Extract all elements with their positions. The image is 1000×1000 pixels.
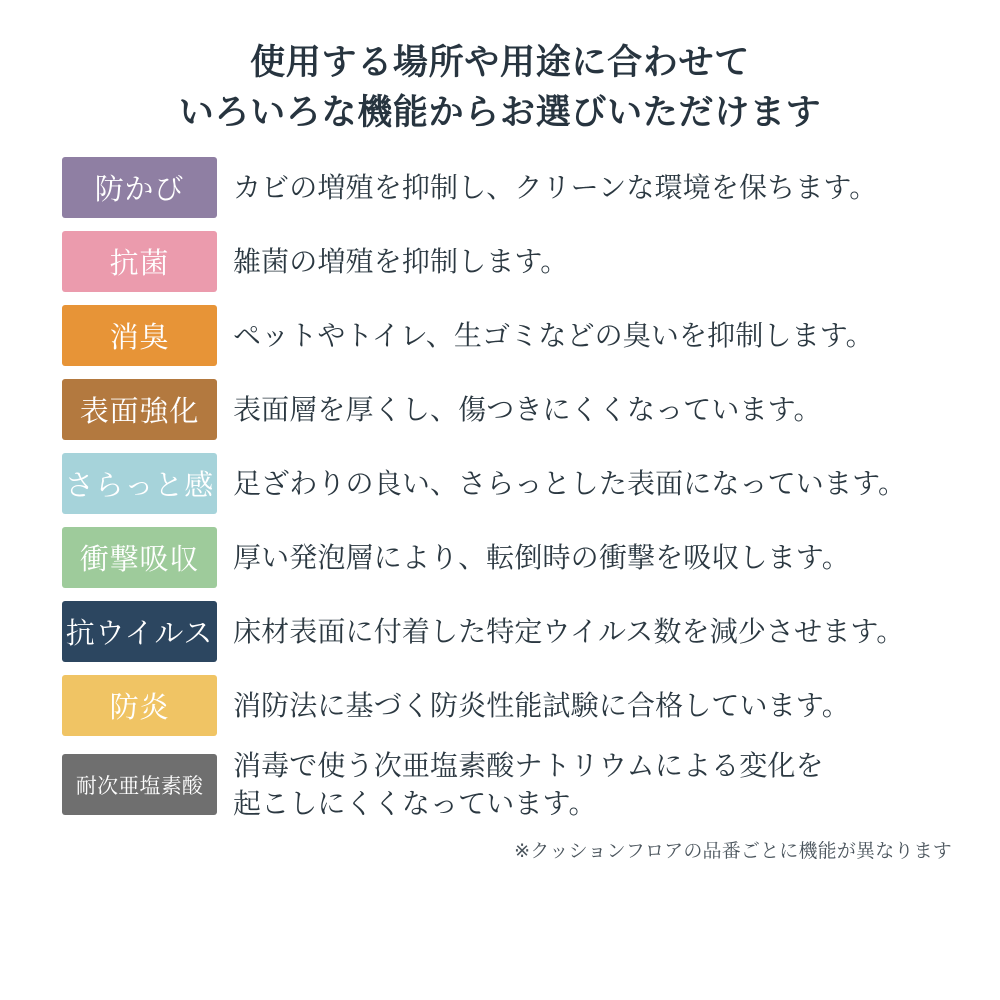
feature-tag-badge: 表面強化 [62, 379, 217, 440]
feature-description-line-2: 起こしにくくなっています。 [233, 787, 597, 819]
feature-description-line-1: 表面層を厚くし、傷つきにくくなっています。 [233, 393, 822, 425]
feature-tag-badge: 抗ウイルス [62, 601, 217, 662]
feature-tag-badge: 防かび [62, 157, 217, 218]
feature-tag-badge: さらっと感 [62, 453, 217, 514]
feature-tag-badge: 衝撃吸収 [62, 527, 217, 588]
list-item [62, 673, 960, 737]
feature-description-line-1: 雑菌の増殖を抑制します。 [233, 245, 569, 277]
feature-description [233, 747, 824, 822]
list-item [62, 377, 960, 441]
list-item [62, 229, 960, 293]
page-title [40, 38, 960, 137]
feature-description-line-1: 厚い発泡層により、転倒時の衝撃を吸収します。 [233, 541, 850, 573]
list-item [62, 747, 960, 822]
feature-tag-badge: 耐次亜塩素酸 [62, 754, 217, 815]
feature-tag-badge: 抗菌 [62, 231, 217, 292]
list-item [62, 451, 960, 515]
feature-description [233, 243, 568, 281]
list-item [62, 525, 960, 589]
feature-description-line-1: カビの増殖を抑制し、クリーンな環境を保ちます。 [233, 171, 878, 203]
page-title-line-1: 使用する場所や用途に合わせて [250, 43, 750, 82]
feature-tag-badge: 防炎 [62, 675, 217, 736]
list-item [62, 599, 960, 663]
feature-tag-badge: 消臭 [62, 305, 217, 366]
feature-description [233, 391, 822, 429]
feature-description [233, 169, 877, 207]
feature-description [233, 613, 904, 651]
feature-description-line-1: 足ざわりの良い、さらっとした表面になっています。 [233, 467, 907, 499]
feature-description [233, 317, 874, 355]
feature-description-line-1: 消防法に基づく防炎性能試験に合格しています。 [233, 689, 850, 721]
feature-description [233, 465, 906, 503]
feature-description [233, 539, 850, 577]
list-item [62, 303, 960, 367]
feature-description-line-1: 床材表面に付着した特定ウイルス数を減少させます。 [233, 615, 905, 647]
footnote: ※クッションフロアの品番ごとに機能が異なります [514, 841, 952, 863]
feature-list [40, 155, 960, 822]
feature-description-line-1: 消毒で使う次亜塩素酸ナトリウムによる変化を [233, 750, 824, 782]
feature-description-line-1: ペットやトイレ、生ゴミなどの臭いを抑制します。 [233, 319, 874, 351]
page-title-line-2: いろいろな機能からお選びいただけます [178, 92, 822, 132]
feature-description [233, 687, 850, 725]
list-item [62, 155, 960, 219]
